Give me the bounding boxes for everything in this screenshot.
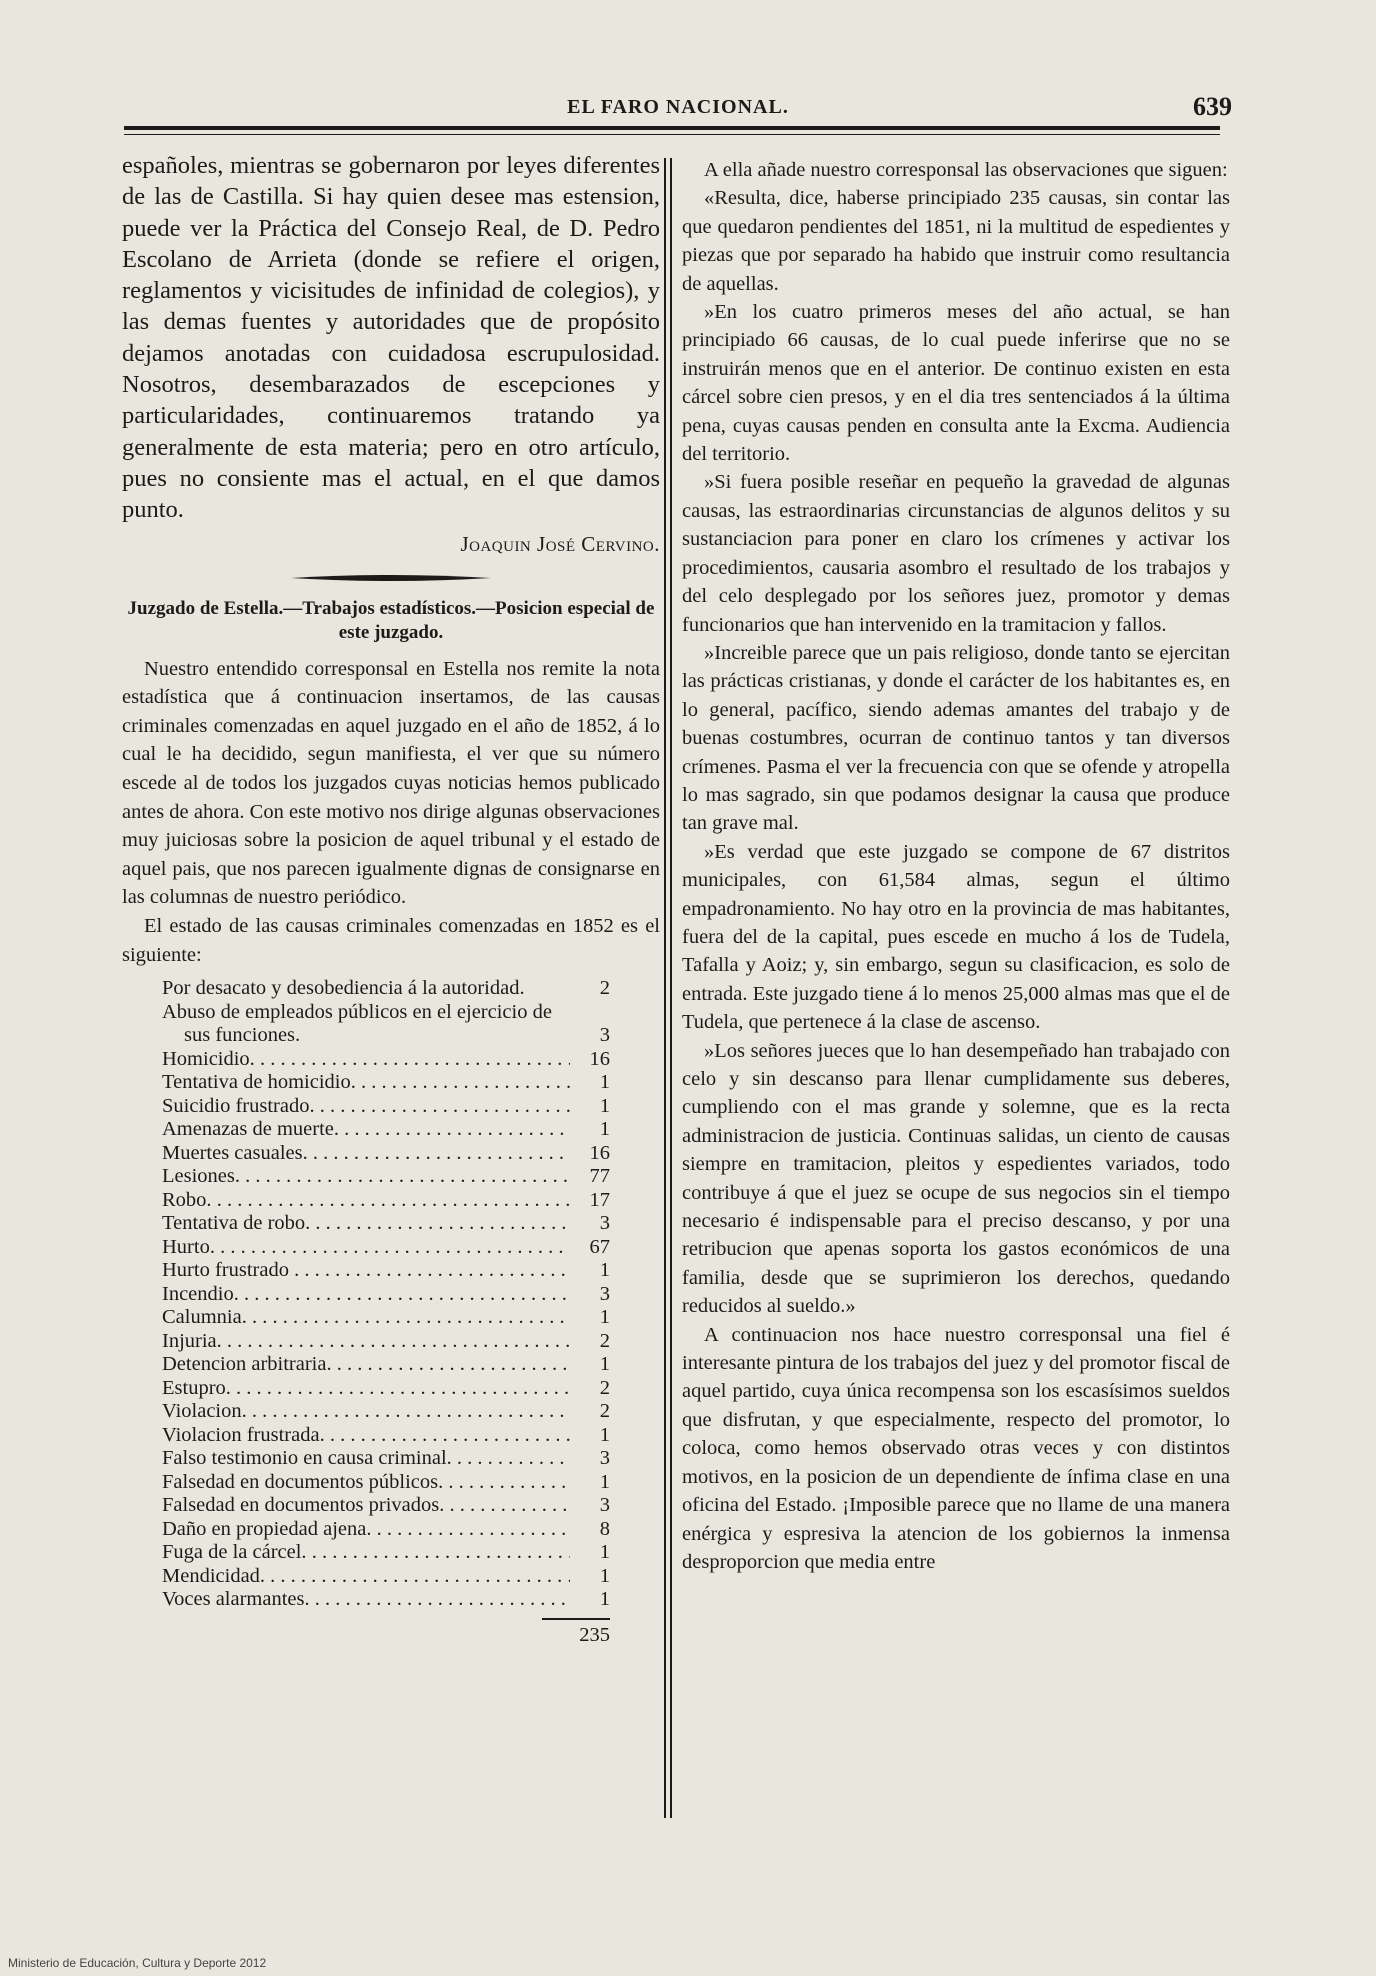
table-row-label: Por desacato y desobediencia á la autoridad. [162, 977, 525, 1000]
table-row-value: 1 [599, 1259, 610, 1282]
causes-table [162, 977, 610, 1612]
table-row [162, 1588, 610, 1612]
right-paragraph-6: »Es verdad que este juzgado se compone de 67 distritos municipales, con 61,584 almas, segun el último empadronamiento. No hay otro en la provincia de mas habitantes, fuera del de la capital, pues escede en mucho á los de Tudela, Tafalla y Aoiz; y, sin embargo, segun su clasificacion, es solo de entrada. Este juzgado tiene á lo menos 25,000 almas mas que el de Tudela, que pertenece á la clase de ascenso. [682, 840, 1230, 1034]
table-row-value: 2 [599, 1376, 610, 1399]
table-row-value: 3 [599, 1282, 610, 1305]
table-row-label: Suicidio frustrado. . . . [162, 1095, 570, 1119]
table-row-label: Fuga de la cárcel. . . . [162, 1541, 570, 1565]
table-row [162, 1001, 610, 1048]
table-row-value: 1 [599, 1118, 610, 1141]
table-row [162, 977, 610, 1001]
table-row-value: 1 [599, 1071, 610, 1094]
table-row [162, 1518, 610, 1542]
table-row-label: Mendicidad. . . . [162, 1565, 570, 1589]
table-row-label: Detencion arbitraria. . . . [162, 1353, 570, 1377]
table-row-label: Amenazas de muerte. . . . [162, 1118, 570, 1142]
header-rule-thin [124, 134, 1220, 135]
column-divider-left [664, 158, 666, 1818]
table-row-label: Violacion frustrada. . . . [162, 1424, 570, 1448]
table-row [162, 1095, 610, 1119]
table-row-label: Estupro. . . . [162, 1377, 570, 1401]
table-row-value: 1 [599, 1564, 610, 1587]
table-row-value: 2 [599, 977, 610, 1000]
table-row-label: Hurto frustrado . . . [162, 1259, 570, 1283]
table-row-value: 1 [599, 1094, 610, 1117]
table-row-value: 8 [599, 1517, 610, 1540]
table-row-value: 1 [599, 1423, 610, 1446]
table-row-label: Falsedad en documentos públicos. . . . [162, 1471, 570, 1495]
table-row [162, 1494, 610, 1518]
ornament-divider [291, 573, 491, 583]
table-row-label: Incendio. . . . [162, 1283, 570, 1307]
table-row-value: 67 [589, 1235, 610, 1258]
author-signature: Joaquin José Cervino. [460, 531, 660, 556]
table-row-label: Abuso de empleados públicos en el ejercicio de sus funciones. [162, 1000, 552, 1047]
table-row-label: Daño en propiedad ajena. . . . [162, 1518, 570, 1542]
table-row [162, 1353, 610, 1377]
table-row [162, 1118, 610, 1142]
table-row [162, 1447, 610, 1471]
table-row-value: 2 [599, 1329, 610, 1352]
table-row [162, 1259, 610, 1283]
right-paragraph-4: »Si fuera posible reseñar en pequeño la gravedad de algunas causas, las estraordinarias circunstancias de algunos delitos y su sustanciacion para poner en claro los crímenes y activar los procedimientos, causaria asombro el resultado de los trabajos y del celo desplegado por los señores juez, promotor y demas funcionarios que han intervenido en la tramitacion y fallos. [682, 471, 1230, 636]
article-paragraph-2: El estado de las causas criminales comenzadas en 1852 es el siguiente: [122, 914, 660, 966]
table-row [162, 1306, 610, 1330]
article-paragraph-1: Nuestro entendido corresponsal en Estella nos remite la nota estadística que á continuacion insertamos, de las causas criminales comenzadas en aquel juzgado en el año de 1852, á lo cual le ha decidido, segun manifiesta, el ver que su número escede al de todos los juzgados cuyas noticias hemos publicado antes de ahora. Con este motivo nos dirige algunas observaciones muy juiciosas sobre la posicion de aquel tribunal y el estado de aquel pais, que nos parecen igualmente dignas de consignarse en las columnas de nuestro periódico. [122, 657, 660, 909]
table-row-value: 1 [599, 1588, 610, 1611]
table-row-label: Injuria. . . . [162, 1330, 570, 1354]
table-row-label: Falso testimonio en causa criminal. . . . [162, 1447, 570, 1471]
right-paragraph-1: A ella añade nuestro corresponsal las observaciones que siguen: [704, 159, 1228, 181]
left-column [122, 150, 660, 1650]
table-row-label: Falsedad en documentos privados. . . . [162, 1494, 570, 1518]
right-paragraph-7: »Los señores jueces que lo han desempeñado han trabajado con celo y sin descanso para llenar cumplidamente sus deberes, cumpliendo con el mas grande y solemne, que es la recta administracion de justicia. Continuas salidas, un ciento de causas siempre en tramitacion, pleitos y espedientes variados, todo contribuye á que el juez se ocupe de sus negocios sin el tiempo necesario é indispensable para el preciso descanso, y por una retribucion que apenas soporta los gastos económicos de una familia, desde que se suprimieron los derechos, quedando reducidos al sueldo.» [682, 1039, 1230, 1318]
header-rule-thick [124, 126, 1220, 130]
table-row-value: 1 [599, 1306, 610, 1329]
table-row [162, 1541, 610, 1565]
table-row [162, 1330, 610, 1354]
table-row-label: Tentativa de robo. . . . [162, 1212, 570, 1236]
column-divider-right [670, 158, 672, 1818]
table-row [162, 1142, 610, 1166]
table-row-value: 16 [589, 1047, 610, 1070]
page-number: 639 [1193, 92, 1232, 121]
table-row-label: Violacion. . . . [162, 1400, 570, 1424]
table-row-label: Lesiones. . . . [162, 1165, 570, 1189]
table-row [162, 1424, 610, 1448]
right-paragraph-2: «Resulta, dice, haberse principiado 235 causas, sin contar las que quedaron pendientes del 1851, ni la multitud de espedientes y piezas que por separado ha habido que instruir como resultancia de aquellas. [682, 187, 1230, 295]
table-row-label: Voces alarmantes. . . . [162, 1588, 570, 1612]
table-row-value: 3 [599, 1024, 610, 1047]
table-row-value: 1 [599, 1541, 610, 1564]
table-row-value: 1 [599, 1353, 610, 1376]
table-row-label: Hurto. . . . [162, 1236, 570, 1260]
right-paragraph-3: »En los cuatro primeros meses del año actual, se han principiado 66 causas, de lo cual puede inferirse que no se instruirán menos que en el anterior. De continuo existen en esta cárcel sobre cien presos, y en el dia tres sentenciados á la última pena, cuyas causas penden en consulta ante la Excma. Audiencia del territorio. [682, 301, 1230, 466]
right-column [682, 156, 1230, 1576]
footer-credit: Ministerio de Educación, Cultura y Deporte 2012 [8, 1956, 267, 1970]
table-row-value: 3 [599, 1494, 610, 1517]
table-row-value: 17 [589, 1188, 610, 1211]
table-row-label: Robo. . . . [162, 1189, 570, 1213]
table-row-value: 16 [589, 1141, 610, 1164]
right-paragraph-8: A continuacion nos hace nuestro corresponsal una fiel é interesante pintura de los trabajos del juez y del promotor fiscal de aquel partido, cuya única recompensa son los escasísimos sueldos que disfrutan, y que especialmente, respecto del promotor, lo coloca, como hemos observado otras veces y con distintos motivos, en la posicion de un dependiente de ínfima clase en una oficina del Estado. ¡Imposible parece que no llame de una manera enérgica y espresiva la atencion de los gobiernos la inmensa desproporcion que media entre [682, 1323, 1230, 1573]
right-paragraph-5: »Increible parece que un pais religioso, donde tanto se ejercitan las prácticas cristianas, y donde el carácter de los habitantes es, en lo general, pacífico, siendo ademas amantes del trabajo y de buenas costumbres, ocurran de continuo tantos y tan diversos crímenes. Pasma el ver la frecuencia con que se ofende y atropella lo mas sagrado, sin que podamos designar la causa que produce tan grave mal. [682, 641, 1230, 835]
table-row [162, 1283, 610, 1307]
table-row [162, 1212, 610, 1236]
table-row-value: 2 [599, 1400, 610, 1423]
table-row [162, 1071, 610, 1095]
section-heading: Juzgado de Estella.—Trabajos estadísticos.—Posicion especial de este juzgado. [127, 597, 655, 643]
table-row [162, 1400, 610, 1424]
table-row-value: 3 [599, 1212, 610, 1235]
table-row [162, 1377, 610, 1401]
newspaper-title: EL FARO NACIONAL. [567, 96, 789, 118]
table-row-label: Tentativa de homicidio. . . . [162, 1071, 570, 1095]
table-row [162, 1048, 610, 1072]
table-row-label: Calumnia. . . . [162, 1306, 570, 1330]
table-total: 235 [579, 1623, 610, 1646]
table-row [162, 1189, 610, 1213]
table-row-value: 77 [589, 1165, 610, 1188]
table-row-label: Homicidio. . . . [162, 1048, 570, 1072]
table-row [162, 1471, 610, 1495]
table-row-value: 1 [599, 1470, 610, 1493]
table-row [162, 1165, 610, 1189]
table-row [162, 1565, 610, 1589]
table-row-label: Muertes casuales. . . . [162, 1142, 570, 1166]
intro-paragraph: españoles, mientras se gobernaron por leyes diferentes de las de Castilla. Si hay quien desee mas estension, puede ver la Práctica del Consejo Real, de D. Pedro Escolano de Arrieta (donde se refiere el origen, reglamentos y vicisitudes de infinidad de colegios), y las demas fuentes y autoridades que de propósito dejamos anotadas con cuidadosa escrupulosidad. Nosotros, desembarazados de escepciones y particularidades, continuaremos tratando ya generalmente de esta materia; pero en otro artículo, pues no consiente mas el actual, en el que damos punto. [122, 152, 660, 524]
table-row-value: 3 [599, 1447, 610, 1470]
table-row [162, 1236, 610, 1260]
